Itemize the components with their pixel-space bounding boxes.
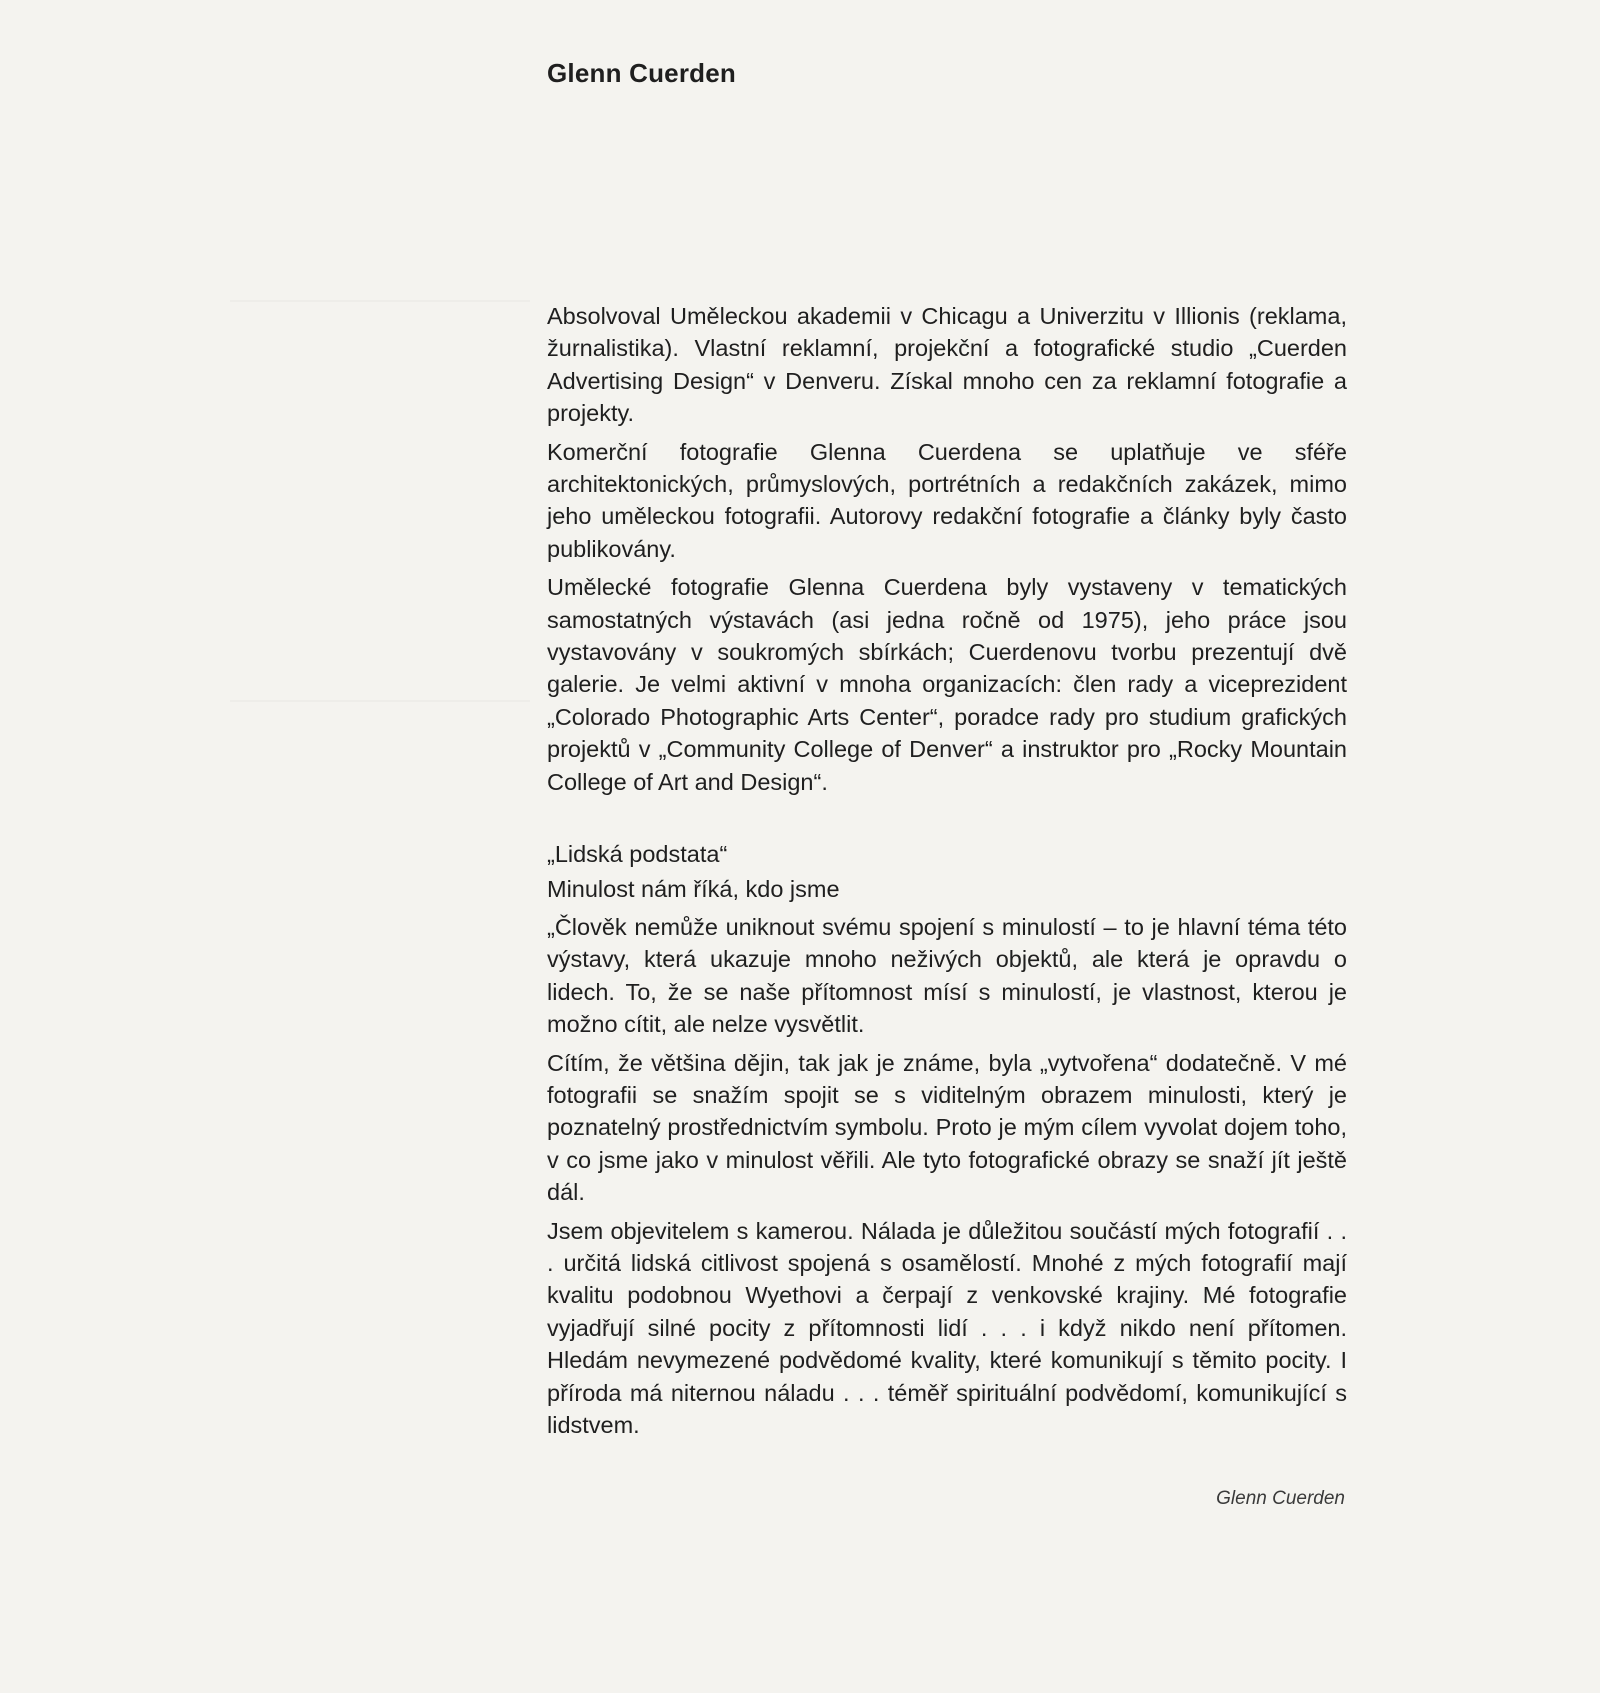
- text-column: [547, 300, 1347, 1447]
- show-through-mark: [230, 300, 530, 302]
- author-heading: Glenn Cuerden: [547, 58, 736, 88]
- bio-paragraph-2: Komerční fotografie Glenna Cuerdena se uplatňuje ve sféře architektonických, průmyslových, portrétních a redakčních zakázek, mimo jeho uměleckou fotografii. Autorovy redakční fotografie a články byly často publikovány.: [547, 438, 1347, 562]
- statement-paragraph-2: Cítím, že většina dějin, tak jak je známe, byla „vytvořena“ dodatečně. V mé fotografii se snažím spojit se s viditelným obrazem minulosti, který je poznatelný prostřednictvím symbolu. Proto je mým cílem vyvolat dojem toho, v co jsme jako v minulost věřili. Ale tyto fotografické obrazy se snaží jít ještě dál.: [547, 1049, 1347, 1206]
- bio-paragraph-1: Absolvoval Uměleckou akademii v Chicagu a Univerzitu v Illionis (reklama, žurnalistika). Vlastní reklamní, projekční a fotografické studio „Cuerden Advertising Design“ v Denveru. Získal mnoho cen za reklamní fotografie a projekty.: [547, 303, 1347, 427]
- statement-title: „Lidská podstata“: [547, 841, 728, 868]
- statement-paragraph-1: „Člověk nemůže uniknout svému spojení s minulostí – to je hlavní téma této výstavy, která ukazuje mnoho neživých objektů, ale která je opravdu o lidech. To, že se naše přítomnost mísí s minulostí, je vlastnost, kterou je možno cítit, ale nelze vysvětlit.: [547, 913, 1347, 1038]
- statement-subtitle: Minulost nám říká, kdo jsme: [547, 875, 840, 902]
- show-through-mark: [230, 700, 530, 702]
- statement-paragraph-3: Jsem objevitelem s kamerou. Nálada je důležitou součástí mých fotografií . . . určitá lidská citlivost spojená s osamělostí. Mnohé z mých fotografií mají kvalitu podobnou Wyethovi a čerpají z venkovské krajiny. Mé fotografie vyjadřují silné pocity z přítomnosti lidí . . . i když nikdo není přítomen. Hledám nevymezené podvědomé kvality, které komunikují s těmito pocity. I příroda má niternou náladu . . . téměř spirituální podvědomí, komunikující s lidstvem.: [547, 1217, 1347, 1438]
- bio-paragraph-3: Umělecké fotografie Glenna Cuerdena byly vystaveny v tematických samostatných výstavách (asi jedna ročně od 1975), jeho práce jsou vystavovány v soukromých sbírkách; Cuerdenovu tvorbu prezentují dvě galerie. Je velmi aktivní v mnoha organizacích: člen rady a viceprezident „Colorado Photographic Arts Center“, poradce rady pro studium grafických projektů v „Community College of Denver“ a instruktor pro „Rocky Mountain College of Art and Design“.: [547, 574, 1347, 795]
- signature: Glenn Cuerden: [1216, 1488, 1345, 1509]
